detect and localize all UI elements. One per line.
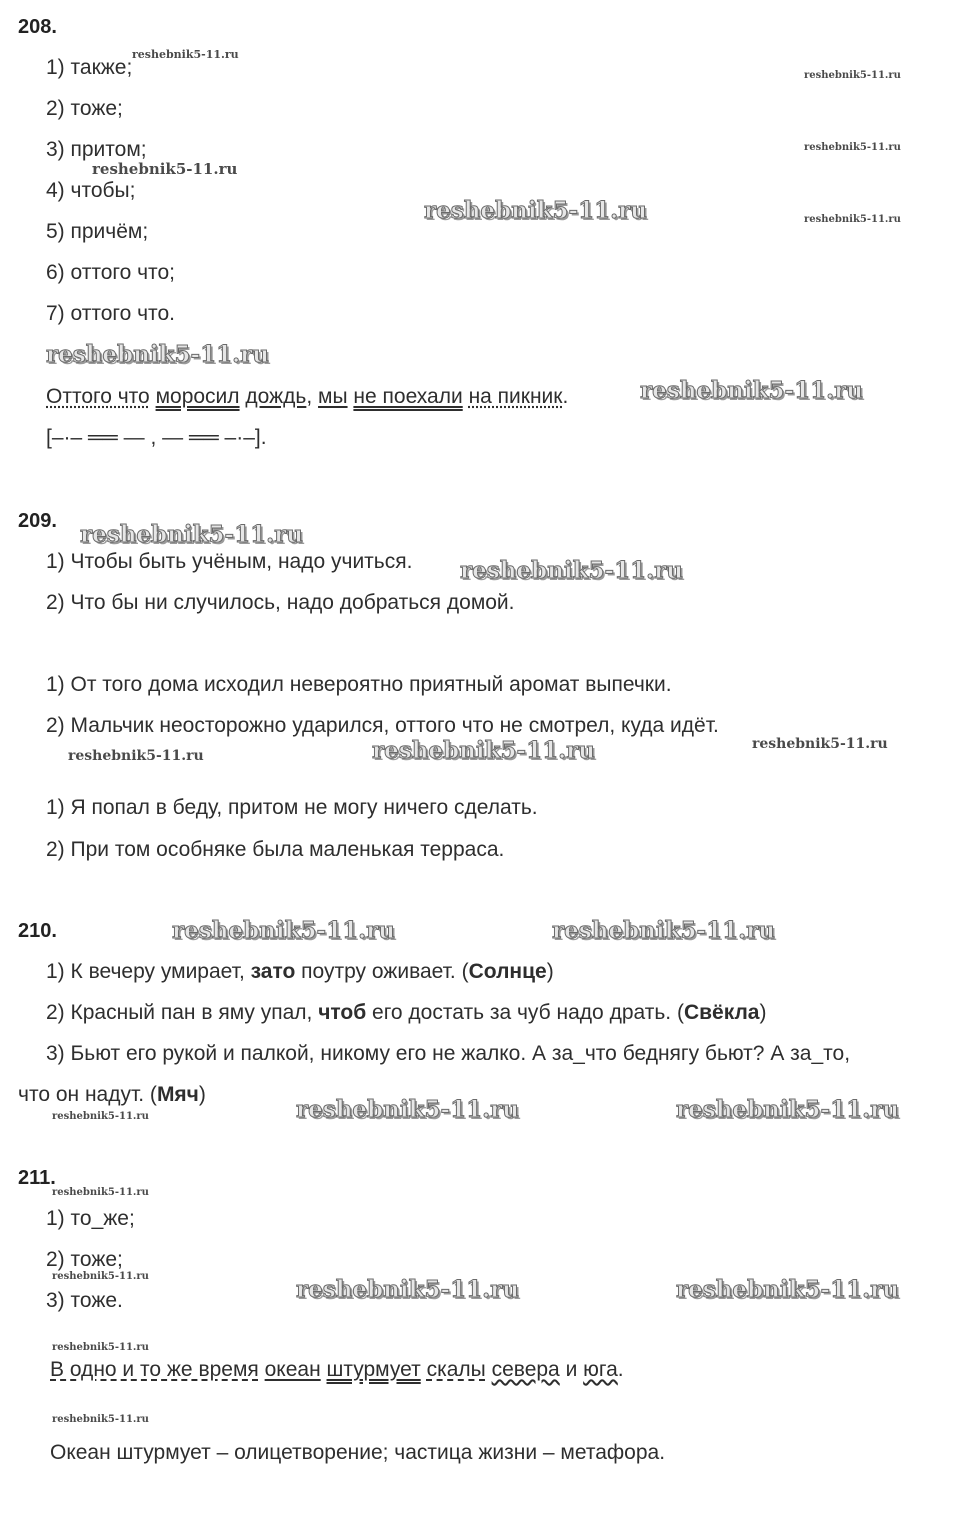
watermark: reshebnik5-11.ru — [132, 48, 239, 61]
riddle-answer: Мяч — [156, 1083, 199, 1106]
exercise-number-211: 211. — [18, 1167, 56, 1189]
list-item: 4) чтобы; — [46, 179, 136, 202]
riddle-text: его достать за чуб надо драть. ( — [366, 1001, 684, 1024]
riddle-keyword: чтоб — [318, 1001, 367, 1024]
list-item: 1) то_же; — [46, 1207, 135, 1230]
watermark: reshebnik5-11.ru — [52, 1342, 149, 1353]
watermark: reshebnik5-11.ru — [296, 1276, 519, 1303]
sentence-word: мы — [318, 385, 348, 408]
riddle-answer: Свёкла — [683, 1001, 760, 1024]
list-item: 2) При том особняке была маленькая терраса. — [46, 838, 505, 861]
watermark: reshebnik5-11.ru — [80, 521, 303, 548]
watermark: reshebnik5-11.ru — [676, 1276, 899, 1303]
sentence-punct: . — [617, 1358, 624, 1381]
sentence-word: севера — [491, 1358, 560, 1381]
list-item: 2) Что бы ни случилось, надо добраться домой. — [46, 591, 515, 614]
watermark: reshebnik5-11.ru — [52, 1414, 149, 1425]
sentence-word: не поехали — [353, 385, 463, 408]
list-item: 1) От того дома исходил невероятно приятный аромат выпечки. — [46, 673, 672, 696]
watermark: reshebnik5-11.ru — [752, 736, 888, 752]
sentence-word: океан — [264, 1358, 321, 1381]
riddle-text: ) — [759, 1001, 767, 1024]
exercise-number-208: 208. — [18, 16, 57, 38]
riddle-line — [46, 1042, 850, 1066]
sentence-word: моросил — [155, 385, 240, 408]
sentence-word: и — [565, 1358, 578, 1381]
list-item: 1) также; — [46, 56, 133, 79]
list-item: 1) Я попал в беду, притом не могу ничего сделать. — [46, 796, 538, 819]
list-item: 5) причём; — [46, 220, 149, 243]
parsed-sentence-208 — [46, 385, 568, 409]
list-item: 7) оттого что. — [46, 302, 175, 325]
watermark: reshebnik5-11.ru — [640, 377, 863, 404]
watermark: reshebnik5-11.ru — [804, 214, 901, 225]
parsed-sentence-211 — [50, 1358, 624, 1382]
sentence-punct: , — [306, 385, 313, 408]
riddle-line — [46, 960, 554, 984]
sentence-word: скалы — [426, 1358, 486, 1381]
sentence-word: Оттого что — [46, 385, 150, 408]
watermark: reshebnik5-11.ru — [552, 917, 775, 944]
watermark: reshebnik5-11.ru — [296, 1096, 519, 1123]
watermark: reshebnik5-11.ru — [804, 142, 901, 153]
list-item: 2) Мальчик неосторожно ударился, оттого что не смотрел, куда идёт. — [46, 714, 719, 737]
list-item: 6) оттого что; — [46, 261, 175, 284]
sentence-word: штурмует — [326, 1358, 421, 1381]
sentence-word: дождь — [245, 385, 307, 408]
sentence-word: на пикник — [468, 385, 563, 408]
watermark: reshebnik5-11.ru — [676, 1096, 899, 1123]
sentence-word: юга — [583, 1358, 618, 1381]
watermark: reshebnik5-11.ru — [68, 748, 204, 764]
list-item: 2) тоже; — [46, 1248, 123, 1271]
list-item: 3) притом; — [46, 138, 147, 161]
exercise-number-209: 209. — [18, 510, 57, 532]
watermark: reshebnik5-11.ru — [372, 737, 595, 764]
watermark: reshebnik5-11.ru — [46, 341, 269, 368]
sentence-scheme: [–·– ══ — , — ══ –·–]. — [46, 426, 267, 449]
riddle-text: ) — [198, 1083, 206, 1106]
sentence-word: В одно и то же время — [50, 1358, 259, 1381]
riddle-line — [46, 1001, 766, 1025]
watermark: reshebnik5-11.ru — [804, 70, 901, 81]
watermark: reshebnik5-11.ru — [52, 1187, 149, 1198]
riddle-keyword: зато — [250, 960, 296, 983]
list-item: 2) тоже; — [46, 97, 123, 120]
riddle-line — [18, 1083, 206, 1107]
riddle-text: поутру оживает. ( — [295, 960, 469, 983]
riddle-text: 3) Бьют его рукой и палкой, никому его не жалко. А за_что беднягу бьют? А за_то, — [46, 1042, 851, 1065]
watermark: reshebnik5-11.ru — [52, 1271, 149, 1282]
sentence-punct: . — [562, 385, 569, 408]
list-item: 3) тоже. — [46, 1289, 123, 1312]
watermark: reshebnik5-11.ru — [460, 557, 683, 584]
riddle-text: ) — [546, 960, 554, 983]
analysis-note: Океан штурмует – олицетворение; частица жизни – метафора. — [50, 1441, 666, 1464]
watermark: reshebnik5-11.ru — [172, 917, 395, 944]
riddle-text: 2) Красный пан в яму упал, — [46, 1001, 319, 1024]
riddle-text: 1) К вечеру умирает, — [46, 960, 251, 983]
riddle-answer: Солнце — [468, 960, 547, 983]
watermark: reshebnik5-11.ru — [92, 160, 238, 178]
watermark: reshebnik5-11.ru — [52, 1111, 149, 1122]
exercise-number-210: 210. — [18, 920, 57, 942]
watermark: reshebnik5-11.ru — [424, 197, 647, 224]
list-item: 1) Чтобы быть учёным, надо учиться. — [46, 550, 413, 573]
riddle-text: что он надут. ( — [18, 1083, 157, 1106]
